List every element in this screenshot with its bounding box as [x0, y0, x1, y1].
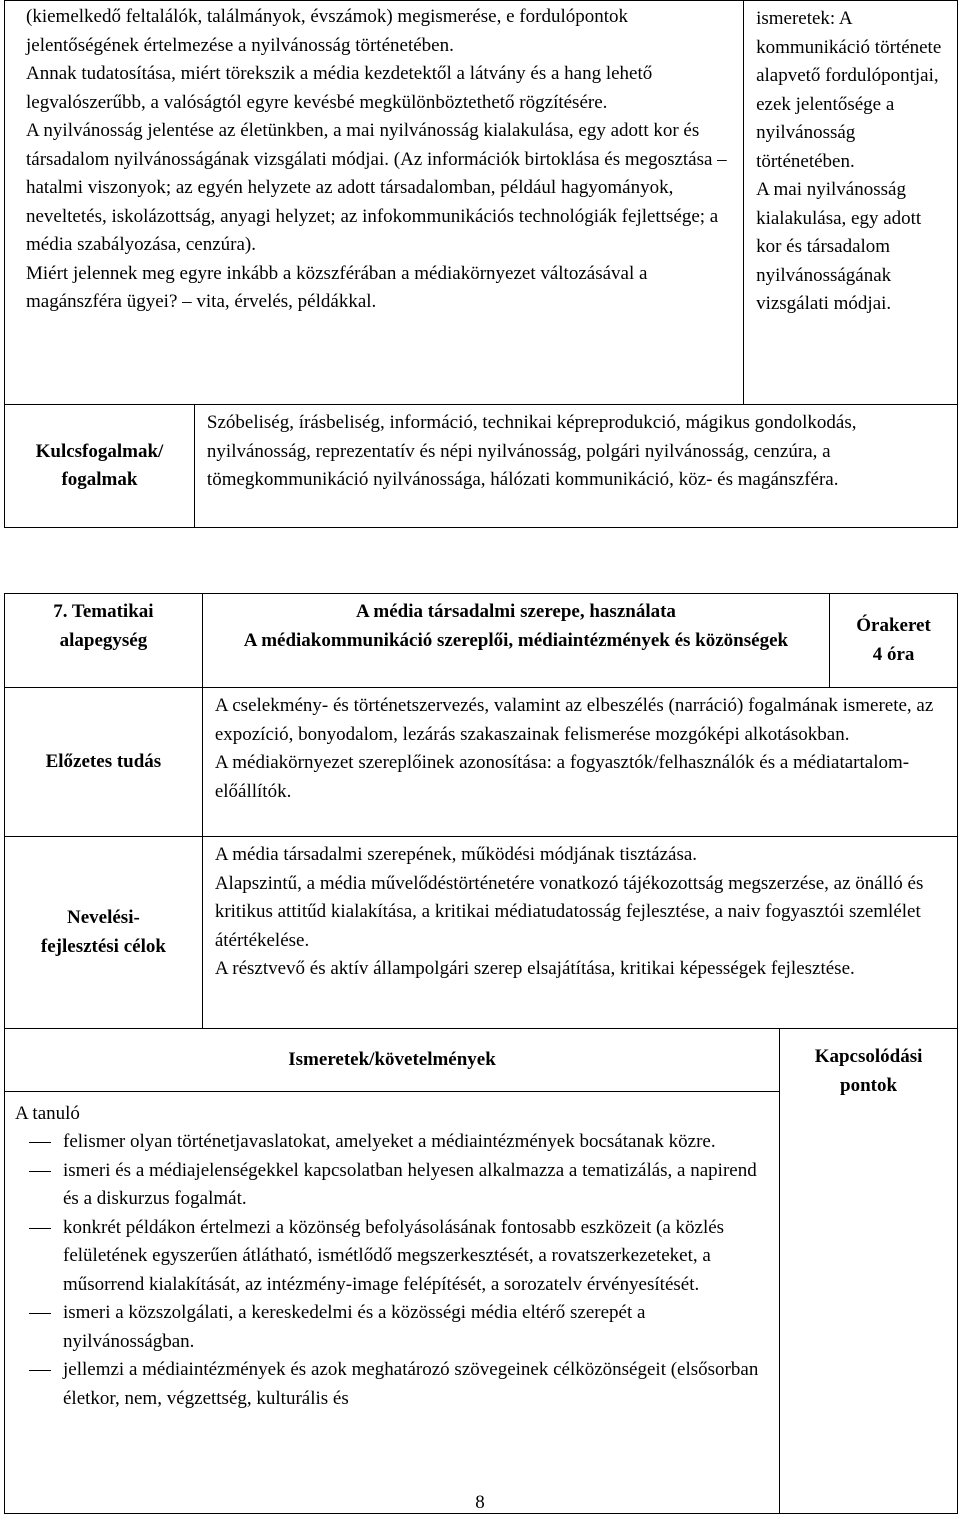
key-concepts-label-cell [5, 405, 195, 528]
connection-points-cell [780, 1029, 958, 1514]
goals-text: A média társadalmi szerepének, működési módjának tisztázása. [214, 844, 698, 865]
description-paragraph: A nyilvánosság jelentése az életünkben, a mai nyilvánosság kialakulása, egy adott kor és társadalom nyilvánosságának vizsgálati módjai. (Az információk birtoklása és megosztása – hatalmi viszonyok; az egyén helyzete az adott társadalomban, például hagyományok, neveltetés, iskolázottság, anyagi helyzet; az infokommunikációs technológiák fejlettsége; a média szabályozása, cenzúra). [26, 120, 727, 255]
goals-label: Nevelési- [67, 907, 140, 928]
page-number: 8 [475, 1492, 485, 1513]
connection-points-header: pontok [840, 1074, 898, 1096]
list-item: felismer olyan történetjavaslatokat, amelyeket a médiaintézmények bocsátanak közre. [15, 1128, 769, 1157]
key-concepts-text: Szóbeliség, írásbeliség, információ, technikai képreprodukció, mágikus gondolkodás, nyilvánosság, reprezentatív és népi nyilvánosság, polgári nyilvánosság, cenzúra, a tömegkommunikáció nyilvánossága, hálózati kommunikáció, köz- és magánszféra. [206, 412, 857, 490]
prior-knowledge-label-cell [5, 688, 203, 837]
unit-subtitle: A médiakommunikáció szereplői, médiaintézmények és közönségek [243, 629, 789, 651]
hours-value: 4 óra [872, 643, 915, 665]
requirements-intro: A tanuló [15, 1102, 80, 1124]
requirements-header: Ismeretek/követelmények [288, 1048, 496, 1070]
key-concepts-label: fogalmak [61, 469, 138, 490]
prior-knowledge-label: Előzetes tudás [45, 750, 162, 772]
goals-cell [202, 837, 957, 1029]
connection-paragraph: A mai nyilvánosság kialakulása, egy adott kor és társadalom nyilvánosságának vizsgálati módjai. [756, 179, 922, 314]
goals-text: A résztvevő és aktív állampolgári szerep elsajátítása, kritikai képességek fejlesztése. [214, 958, 855, 979]
connection-paragraph: ismeretek: A kommunikáció története alapvető fordulópontjai, ezek jelentősége a nyilvánosság történetében. [756, 8, 942, 172]
description-paragraph: Annak tudatosítása, miért törekszik a média kezdetektől a látvány és a hang lehető legvalószerűbb, a valóságtól egyre kevésbé megkülönböztethető rögzítésére. [26, 63, 653, 113]
unit-label-cell [5, 594, 203, 688]
unit-label: 7. Tematikai [53, 601, 154, 622]
description-paragraph: (kiemelkedő feltalálók, találmányok, évszámok) megismerése, e fordulópontok jelentőségének értelmezése a nyilvánosság történetében. [26, 6, 628, 56]
goals-label: fejlesztési célok [40, 935, 166, 957]
description-cell [5, 1, 744, 405]
curriculum-table-top [4, 0, 958, 528]
description-paragraph: Miért jelennek meg egyre inkább a közszférában a médiakörnyezet változásával a magánszféra ügyei? – vita, érvelés, példákkal. [26, 262, 648, 312]
unit-label: alapegység [59, 629, 148, 651]
hours-label: Órakeret [856, 615, 931, 636]
requirements-header-cell [5, 1029, 780, 1092]
unit-title: A média társadalmi szerepe, használata [355, 601, 676, 622]
unit-title-cell [202, 594, 829, 688]
goals-label-cell [5, 837, 203, 1029]
prior-knowledge-cell [202, 688, 957, 837]
thematic-unit-table [4, 593, 958, 1029]
key-concepts-text-cell [194, 405, 957, 528]
list-item: ismeri a közszolgálati, a kereskedelmi és a közösségi média eltérő szerepét a nyilvánosságban. [15, 1299, 769, 1356]
requirements-body-cell [5, 1091, 780, 1513]
goals-text: Alapszintű, a média művelődéstörténetére vonatkozó tájékozottság megszerzése, az önálló és kritikus attitűd kialakítása, a kritikai médiatudatosság fejlesztése, a naiv fogyasztói szemlélet átértékelése. [214, 872, 924, 951]
connection-cell [744, 1, 958, 405]
requirements-table [4, 1028, 958, 1514]
prior-knowledge-text: A cselekmény- és történetszervezés, valamint az elbeszélés (narráció) fogalmának ismerete, az expozíció, bonyodalom, lezárás szakaszainak felismerése mozgóképi alkotásokban. [214, 695, 934, 745]
key-concepts-label: Kulcsfogalmak/ [35, 440, 164, 462]
hours-cell [830, 594, 958, 688]
connection-points-header: Kapcsolódási [814, 1046, 923, 1067]
prior-knowledge-text: A médiakörnyezet szereplőinek azonosítása: a fogyasztók/felhasználók és a médiatartalom-előállítók. [214, 752, 910, 802]
list-item: konkrét példákon értelmezi a közönség befolyásolásának fontosabb eszközeit (a közlés felületének egyszerűen átlátható, ismétlődő megszerkesztését, a rovatszerkezeteket, a műsorrend kialakítását, az intézmény-image felépítését, a sorozatelv érvényesítését. [15, 1214, 769, 1300]
list-item: jellemzi a médiaintézmények és azok meghatározó szövegeinek célközönségeit (elsősorban életkor, nem, végzettség, kulturális és [15, 1356, 769, 1413]
list-item: ismeri és a médiajelenségekkel kapcsolatban helyesen alkalmazza a tematizálás, a napirend és a diskurzus fogalmát. [15, 1157, 769, 1214]
requirements-list [15, 1128, 769, 1413]
